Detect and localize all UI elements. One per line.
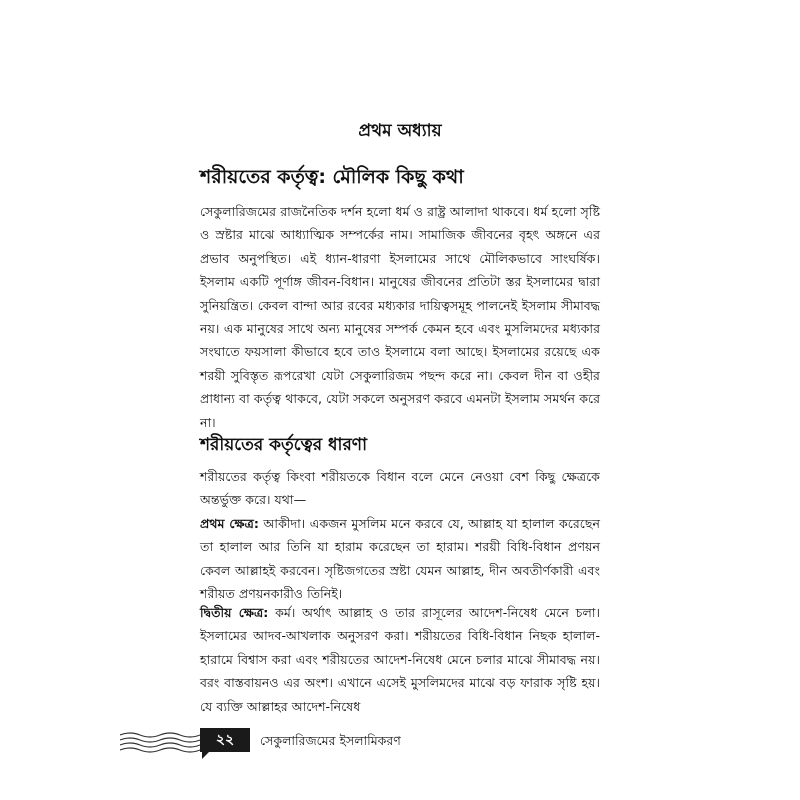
chapter-title: প্রথম অধ্যায় [358, 121, 442, 141]
paragraph-1: সেকুলারিজমের রাজনৈতিক দর্শন হলো ধর্ম ও রাষ্ট্র আলাদা থাকবে। ধর্ম হলো সৃষ্টি ও স্রষ্টার মাঝে আধ্যাত্মিক সম্পর্কের নাম। সামাজিক জীবনের বৃহৎ অঙ্গনে এর প্রভাব অনুপস্থিত। এই ধ্যান-ধারণা ইসলামের সাথে মৌলিকভাবে সাংঘর্ষিক। ইসলাম একটি পূর্ণাঙ্গ জীবন-বিধান। মানুষের জীবনের প্রতিটা স্তর ইসলামের দ্বারা সুনিয়ন্ত্রিত। কেবল বান্দা আর রবের মধ্যকার দায়িত্বসমূহ পালনেই ইসলাম সীমাবদ্ধ নয়। এক মানুষের সাথে অন্য মানুষের সম্পর্ক কেমন হবে এবং মুসলিমদের মধ্যকার সংঘাতে ফয়সালা কীভাবে হবে তাও ইসলামে বলা আছে। ইসলামের রয়েছে এক শরয়ী সুবিস্তৃত রূপরেখা যেটা সেকুলারিজম পছন্দ করে না। কেবল দীন বা ওহীর প্রাধান্য বা কর্তৃত্ব থাকবে, যেটা সকলে অনুসরণ করবে এমনটা ইসলাম সমর্থন করে না। [200, 204, 600, 430]
page-number: ২২ [215, 732, 235, 748]
paragraph-4 [200, 601, 600, 718]
page-footer [120, 726, 450, 762]
running-book-title: সেকুলারিজমের ইসলামিকরণ [260, 733, 401, 748]
paragraph-3-lead: প্রথম ক্ষেত্র: [200, 516, 259, 531]
section-heading-2: শরীয়তের কর্তৃত্বের ধারণা [200, 435, 368, 455]
paragraph-4-lead: দ্বিতীয় ক্ষেত্র: [200, 605, 269, 620]
paragraph-3 [200, 512, 600, 606]
wave-ornament-icon [120, 730, 202, 754]
paragraph-2: শরীয়তের কর্তৃত্ব কিংবা শরীয়তকে বিধান বলে মেনে নেওয়া বেশ কিছু ক্ষেত্রকে অন্তর্ভুক্ত করে। যথা— [200, 469, 600, 508]
page-number-badge [200, 728, 250, 752]
page-number-tail [202, 751, 210, 759]
section-heading-1: শরীয়তের কর্তৃত্ব: মৌলিক কিছু কথা [200, 166, 464, 188]
paragraph-4-body: কর্ম। অর্থাৎ আল্লাহ ও তার রাসূলের আদেশ-নিষেধ মেনে চলা। ইসলামের আদব-আখলাক অনুসরণ করা। শরীয়তের বিধি-বিধান নিছক হালাল-হারামে বিশ্বাস করা এবং শরীয়তের আদেশ-নিষেধ মেনে চলার মাঝে সীমাবদ্ধ নয়। বরং বাস্তবায়নও এর অংশ। এখানে এসেই মুসলিমদের মাঝে বড় ফারাক সৃষ্টি হয়। যে ব্যক্তি আল্লাহর আদেশ-নিষেধ [200, 605, 601, 714]
paragraph-3-body: আকীদা। একজন মুসলিম মনে করবে যে, আল্লাহ যা হালাল করেছেন তা হালাল আর তিনি যা হারাম করেছেন তা হারাম। শরয়ী বিধি-বিধান প্রণয়ন কেবল আল্লাহই করবেন। সৃষ্টিজগতের স্রষ্টা যেমন আল্লাহ, দীন অবতীর্ণকারী এবং শরীয়ত প্রণয়নকারীও তিনিই। [200, 516, 600, 602]
